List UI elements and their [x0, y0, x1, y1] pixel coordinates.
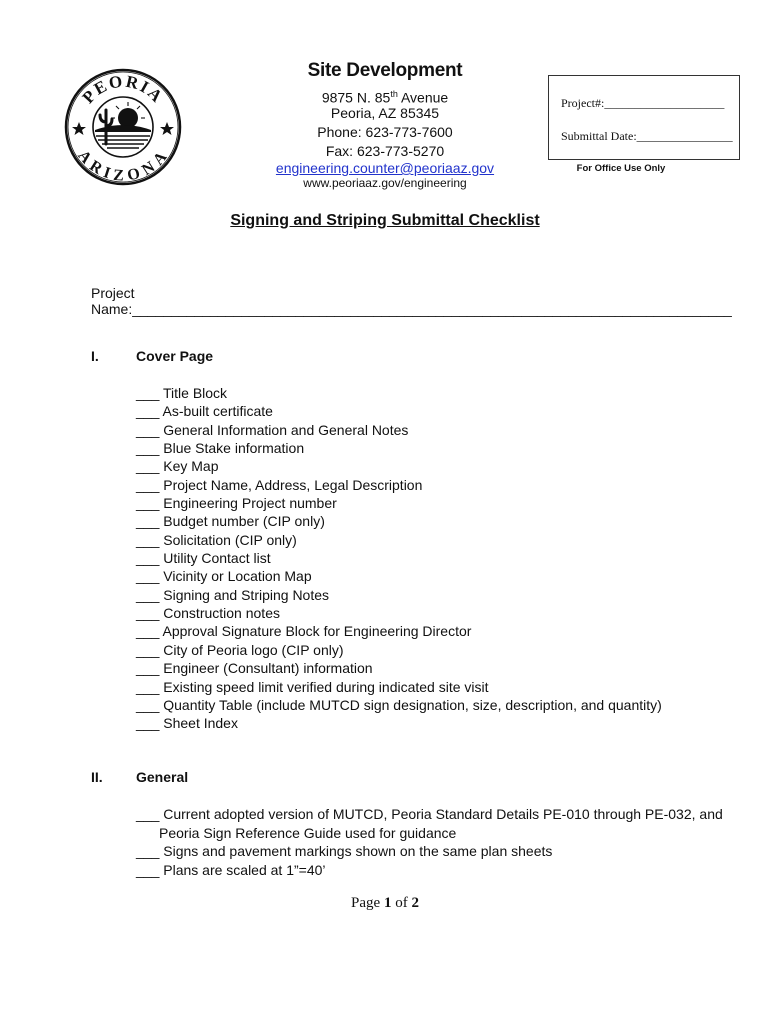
header-email-link[interactable]: engineering.counter@peoriaaz.gov [275, 160, 495, 176]
document-title: Signing and Striping Submittal Checklist [230, 212, 540, 229]
checklist-item[interactable]: ___ Engineering Project number [136, 495, 337, 512]
address-street-name: Avenue [397, 89, 449, 106]
checklist-item[interactable]: ___ Signing and Striping Notes [136, 586, 330, 603]
star-right-icon [160, 122, 174, 135]
header-website: www.peoriaaz.gov/engineering [303, 176, 467, 190]
checklist-item[interactable]: ___ Current adopted version of MUTCD, Peoria Standard Details PE-010 through PE-032, and [136, 806, 723, 822]
section-2-numeral: II. [91, 769, 103, 785]
checklist-item-continuation: Peoria Sign Reference Guide used for guidance [159, 824, 457, 841]
checklist-item[interactable]: ___ As-built certificate [136, 403, 273, 420]
checklist-item[interactable]: ___ Construction notes [136, 605, 280, 622]
office-use-box [548, 75, 740, 160]
checklist-item[interactable]: ___ Budget number (CIP only) [136, 513, 325, 530]
checklist-item[interactable]: ___ Utility Contact list [136, 550, 271, 567]
office-use-note: For Office Use Only [576, 163, 666, 174]
checklist-item[interactable]: ___ Project Name, Address, Legal Description [136, 476, 423, 493]
general-checklist [136, 805, 723, 879]
seal-bottom-text: ARIZONA [74, 147, 172, 185]
checklist-item[interactable]: ___ City of Peoria logo (CIP only) [136, 641, 344, 658]
project-name-field[interactable]: Project Name:_____________________________________________________________________________ [91, 285, 732, 317]
section-1-title: Cover Page [136, 348, 214, 364]
of-word: of [395, 895, 408, 911]
page-total: 2 [411, 895, 419, 911]
checklist-item[interactable]: ___ Existing speed limit verified during indicated site visit [136, 678, 489, 695]
checklist-item[interactable]: ___ Solicitation (CIP only) [136, 531, 297, 548]
checklist-item[interactable]: ___ General Information and General Notes [136, 421, 409, 438]
desert-scene-icon [95, 102, 151, 148]
header-phone: Phone: 623-773-7600 [317, 124, 453, 140]
header-title: Site Development [307, 60, 463, 81]
office-submittal-date-field[interactable]: Submittal Date:________________ [561, 129, 733, 143]
address-street-number: 9875 N. 85 [321, 89, 391, 106]
section-2-title: General [136, 769, 189, 785]
seal-top-text: PEORIA [78, 71, 168, 108]
header-address-line2: Peoria, AZ 85345 [330, 105, 440, 121]
star-left-icon [72, 122, 86, 135]
address-ordinal-suffix: th [390, 89, 398, 99]
peoria-city-seal-icon [64, 68, 182, 186]
checklist-item[interactable]: ___ Signs and pavement markings shown on the same plan sheets [136, 843, 553, 859]
section-1-numeral: I. [91, 348, 99, 364]
checklist-item[interactable]: ___ Sheet Index [136, 715, 238, 732]
checklist-item[interactable]: ___ Quantity Table (include MUTCD sign designation, size, description, and quantity) [136, 696, 662, 713]
header-fax: Fax: 623-773-5270 [325, 143, 445, 159]
office-project-number-field[interactable]: Project#:____________________ [561, 96, 725, 110]
checklist-item[interactable]: ___ Approval Signature Block for Engineering Director [136, 623, 472, 640]
page-current: 1 [383, 895, 392, 911]
checklist-item[interactable]: ___ Title Block [136, 385, 228, 401]
page-word: Page [351, 895, 381, 911]
checklist-item[interactable]: ___ Blue Stake information [136, 440, 305, 457]
checklist-item[interactable]: ___ Plans are scaled at 1”=40’ [136, 861, 326, 878]
checklist-item[interactable]: ___ Engineer (Consultant) information [136, 660, 373, 677]
page-number [0, 895, 770, 912]
cover-page-checklist [136, 384, 662, 733]
checklist-item[interactable]: ___ Key Map [136, 458, 219, 475]
checklist-item[interactable]: ___ Vicinity or Location Map [136, 568, 312, 585]
